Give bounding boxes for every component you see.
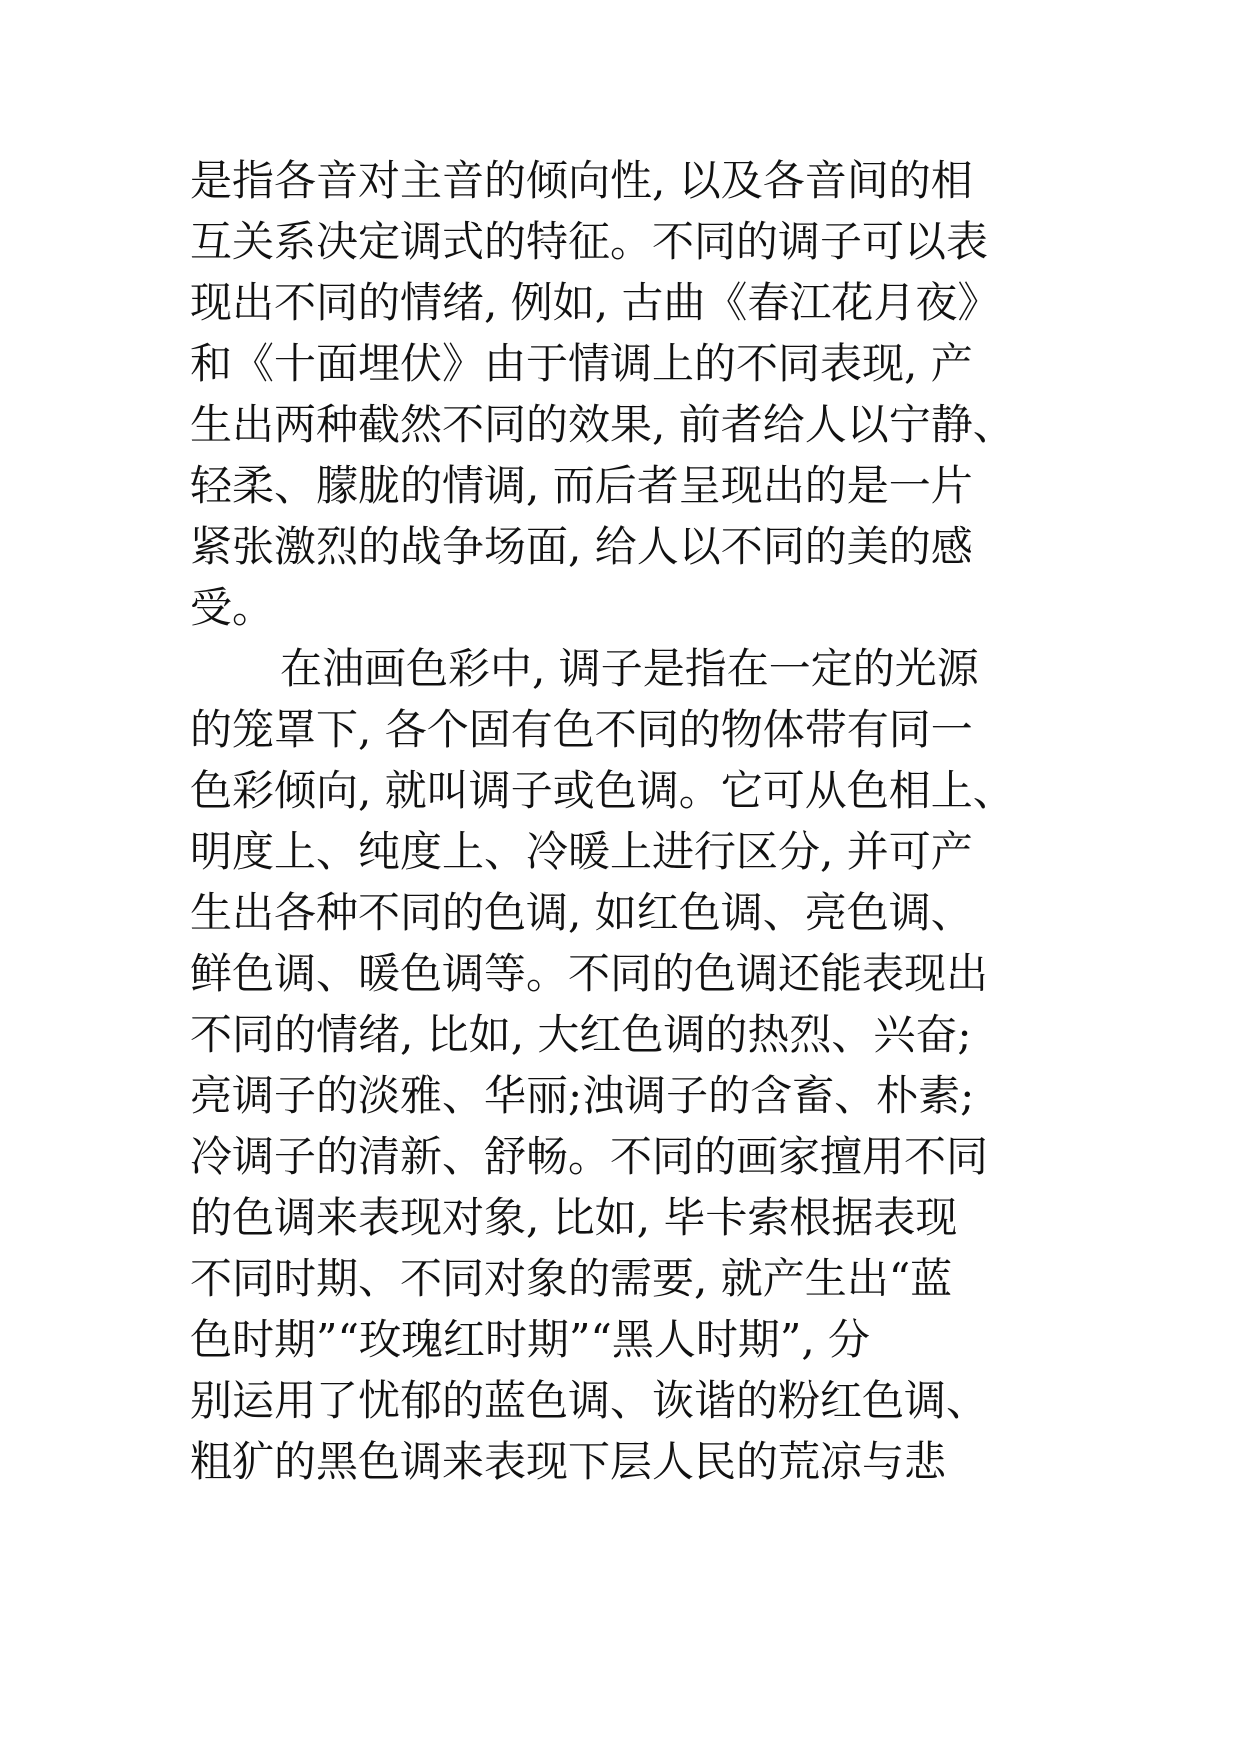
text-line: 现出不同的情绪, 例如, 古曲《春江花月夜》 [190,278,1000,327]
text-line: 色时期”“玫瑰红时期”“黑人时期”, 分 [190,1315,871,1364]
body-text [190,150,1090,1492]
text-line: 互关系决定调式的特征。不同的调子可以表 [190,217,989,266]
text-line: 冷调子的清新、舒畅。不同的画家擅用不同 [190,1132,989,1181]
paragraph-start-line: 在油画色彩中, 调子是指在一定的光源 [280,644,979,693]
text-line: 的色调来表现对象, 比如, 毕卡索根据表现 [190,1193,958,1242]
text-line: 生出两种截然不同的效果, 前者给人以宁静、 [190,400,1015,449]
text-line: 鲜色调、暖色调等。不同的色调还能表现出 [190,949,989,998]
text-line: 轻柔、朦胧的情调, 而后者呈现出的是一片 [190,461,973,510]
text-line: 紧张激烈的战争场面, 给人以不同的美的感 [190,522,973,571]
text-line: 生出各种不同的色调, 如红色调、亮色调、 [190,888,973,937]
text-line: 别运用了忧郁的蓝色调、诙谐的粉红色调、 [190,1376,989,1425]
text-line: 不同时期、不同对象的需要, 就产生出“蓝 [190,1254,953,1303]
text-line: 明度上、纯度上、冷暖上进行区分, 并可产 [190,827,973,876]
text-line: 粗犷的黑色调来表现下层人民的荒凉与悲 [190,1437,947,1486]
text-line: 受。 [190,583,275,632]
text-line: 不同的情绪, 比如, 大红色调的热烈、兴奋; [190,1010,972,1059]
text-line: 色彩倾向, 就叫调子或色调。它可从色相上、 [190,766,1015,815]
text-line: 亮调子的淡雅、华丽;浊调子的含畜、朴素; [190,1071,975,1120]
text-line: 是指各音对主音的倾向性, 以及各音间的相 [190,156,973,205]
text-line: 的笼罩下, 各个固有色不同的物体带有同一 [190,705,973,754]
text-line: 和《十面埋伏》由于情调上的不同表现, 产 [190,339,973,388]
